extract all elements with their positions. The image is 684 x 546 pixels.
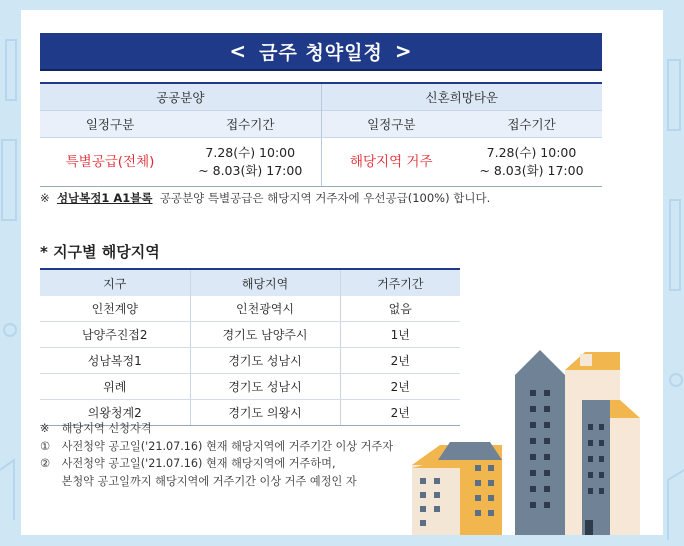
newlywed-period bbox=[461, 138, 602, 187]
eligibility-item-continued: 본청약 공고일까지 해당지역에 거주기간 이상 거주 예정인 자 bbox=[61, 474, 357, 488]
district-title: * 지구별 해당지역 bbox=[40, 243, 160, 261]
item-mark: ① bbox=[40, 439, 51, 453]
col-header-period: 접수기간 bbox=[180, 111, 321, 138]
period-end: ~ 8.03(화) 17:00 bbox=[479, 163, 584, 178]
note-highlight: 성남복정1 A1블록 bbox=[56, 191, 153, 205]
chevron-right-icon: > bbox=[394, 39, 413, 63]
period-start: 7.28(수) 10:00 bbox=[486, 145, 577, 160]
district-cell: 성남복정1 bbox=[40, 348, 190, 374]
period-start: 7.28(수) 10:00 bbox=[205, 145, 296, 160]
apartment-buildings-illustration bbox=[390, 340, 650, 540]
district-cell: 인천계양 bbox=[40, 296, 190, 322]
region-cell: 경기도 성남시 bbox=[190, 348, 340, 374]
group-header-public: 공공분양 bbox=[40, 83, 321, 111]
newlywed-category: 해당지역 거주 bbox=[321, 138, 461, 187]
residence-cell: 2년 bbox=[340, 348, 460, 374]
group-header-newlywed: 신혼희망타운 bbox=[321, 83, 602, 111]
schedule-table bbox=[40, 82, 602, 187]
col-header-district: 지구 bbox=[40, 269, 190, 296]
region-cell: 인천광역시 bbox=[190, 296, 340, 322]
residence-cell: 2년 bbox=[340, 400, 460, 426]
table-row bbox=[40, 296, 460, 322]
residence-cell: 2년 bbox=[340, 374, 460, 400]
priority-note bbox=[40, 190, 490, 206]
col-header-category: 일정구분 bbox=[321, 111, 461, 138]
item-mark: ② bbox=[40, 457, 51, 470]
eligibility-item: 사전청약 공고일('21.07.16) 현재 해당지역에 거주기간 이상 거주자 bbox=[61, 439, 394, 453]
chevron-left-icon: < bbox=[229, 39, 248, 63]
public-period bbox=[180, 138, 321, 187]
col-header-region: 해당지역 bbox=[190, 269, 340, 296]
note-mark: ※ bbox=[40, 422, 50, 435]
eligibility-item: 사전청약 공고일('21.07.16) 현재 해당지역에 거주하며, bbox=[61, 457, 336, 470]
residence-cell: 없음 bbox=[340, 296, 460, 322]
eligibility-note bbox=[40, 420, 393, 490]
col-header-category: 일정구분 bbox=[40, 111, 180, 138]
region-cell: 경기도 성남시 bbox=[190, 374, 340, 400]
period-end: ~ 8.03(화) 17:00 bbox=[198, 163, 303, 178]
region-cell: 경기도 의왕시 bbox=[190, 400, 340, 426]
district-cell: 위례 bbox=[40, 374, 190, 400]
note-mark: ※ bbox=[40, 191, 50, 205]
public-category: 특별공급(전체) bbox=[40, 138, 180, 187]
residence-cell: 1년 bbox=[340, 322, 460, 348]
eligibility-title: 해당지역 신청자격 bbox=[61, 422, 152, 435]
col-header-residence: 거주기간 bbox=[340, 269, 460, 296]
note-text: 공공분양 특별공급은 해당지역 거주자에 우선공급(100%) 합니다. bbox=[159, 191, 491, 205]
title-banner bbox=[40, 33, 602, 69]
district-cell: 남양주진접2 bbox=[40, 322, 190, 348]
region-cell: 경기도 남양주시 bbox=[190, 322, 340, 348]
banner-title: 금주 청약일정 bbox=[259, 41, 383, 64]
col-header-period: 접수기간 bbox=[461, 111, 602, 138]
district-cell: 의왕청계2 bbox=[40, 400, 190, 426]
